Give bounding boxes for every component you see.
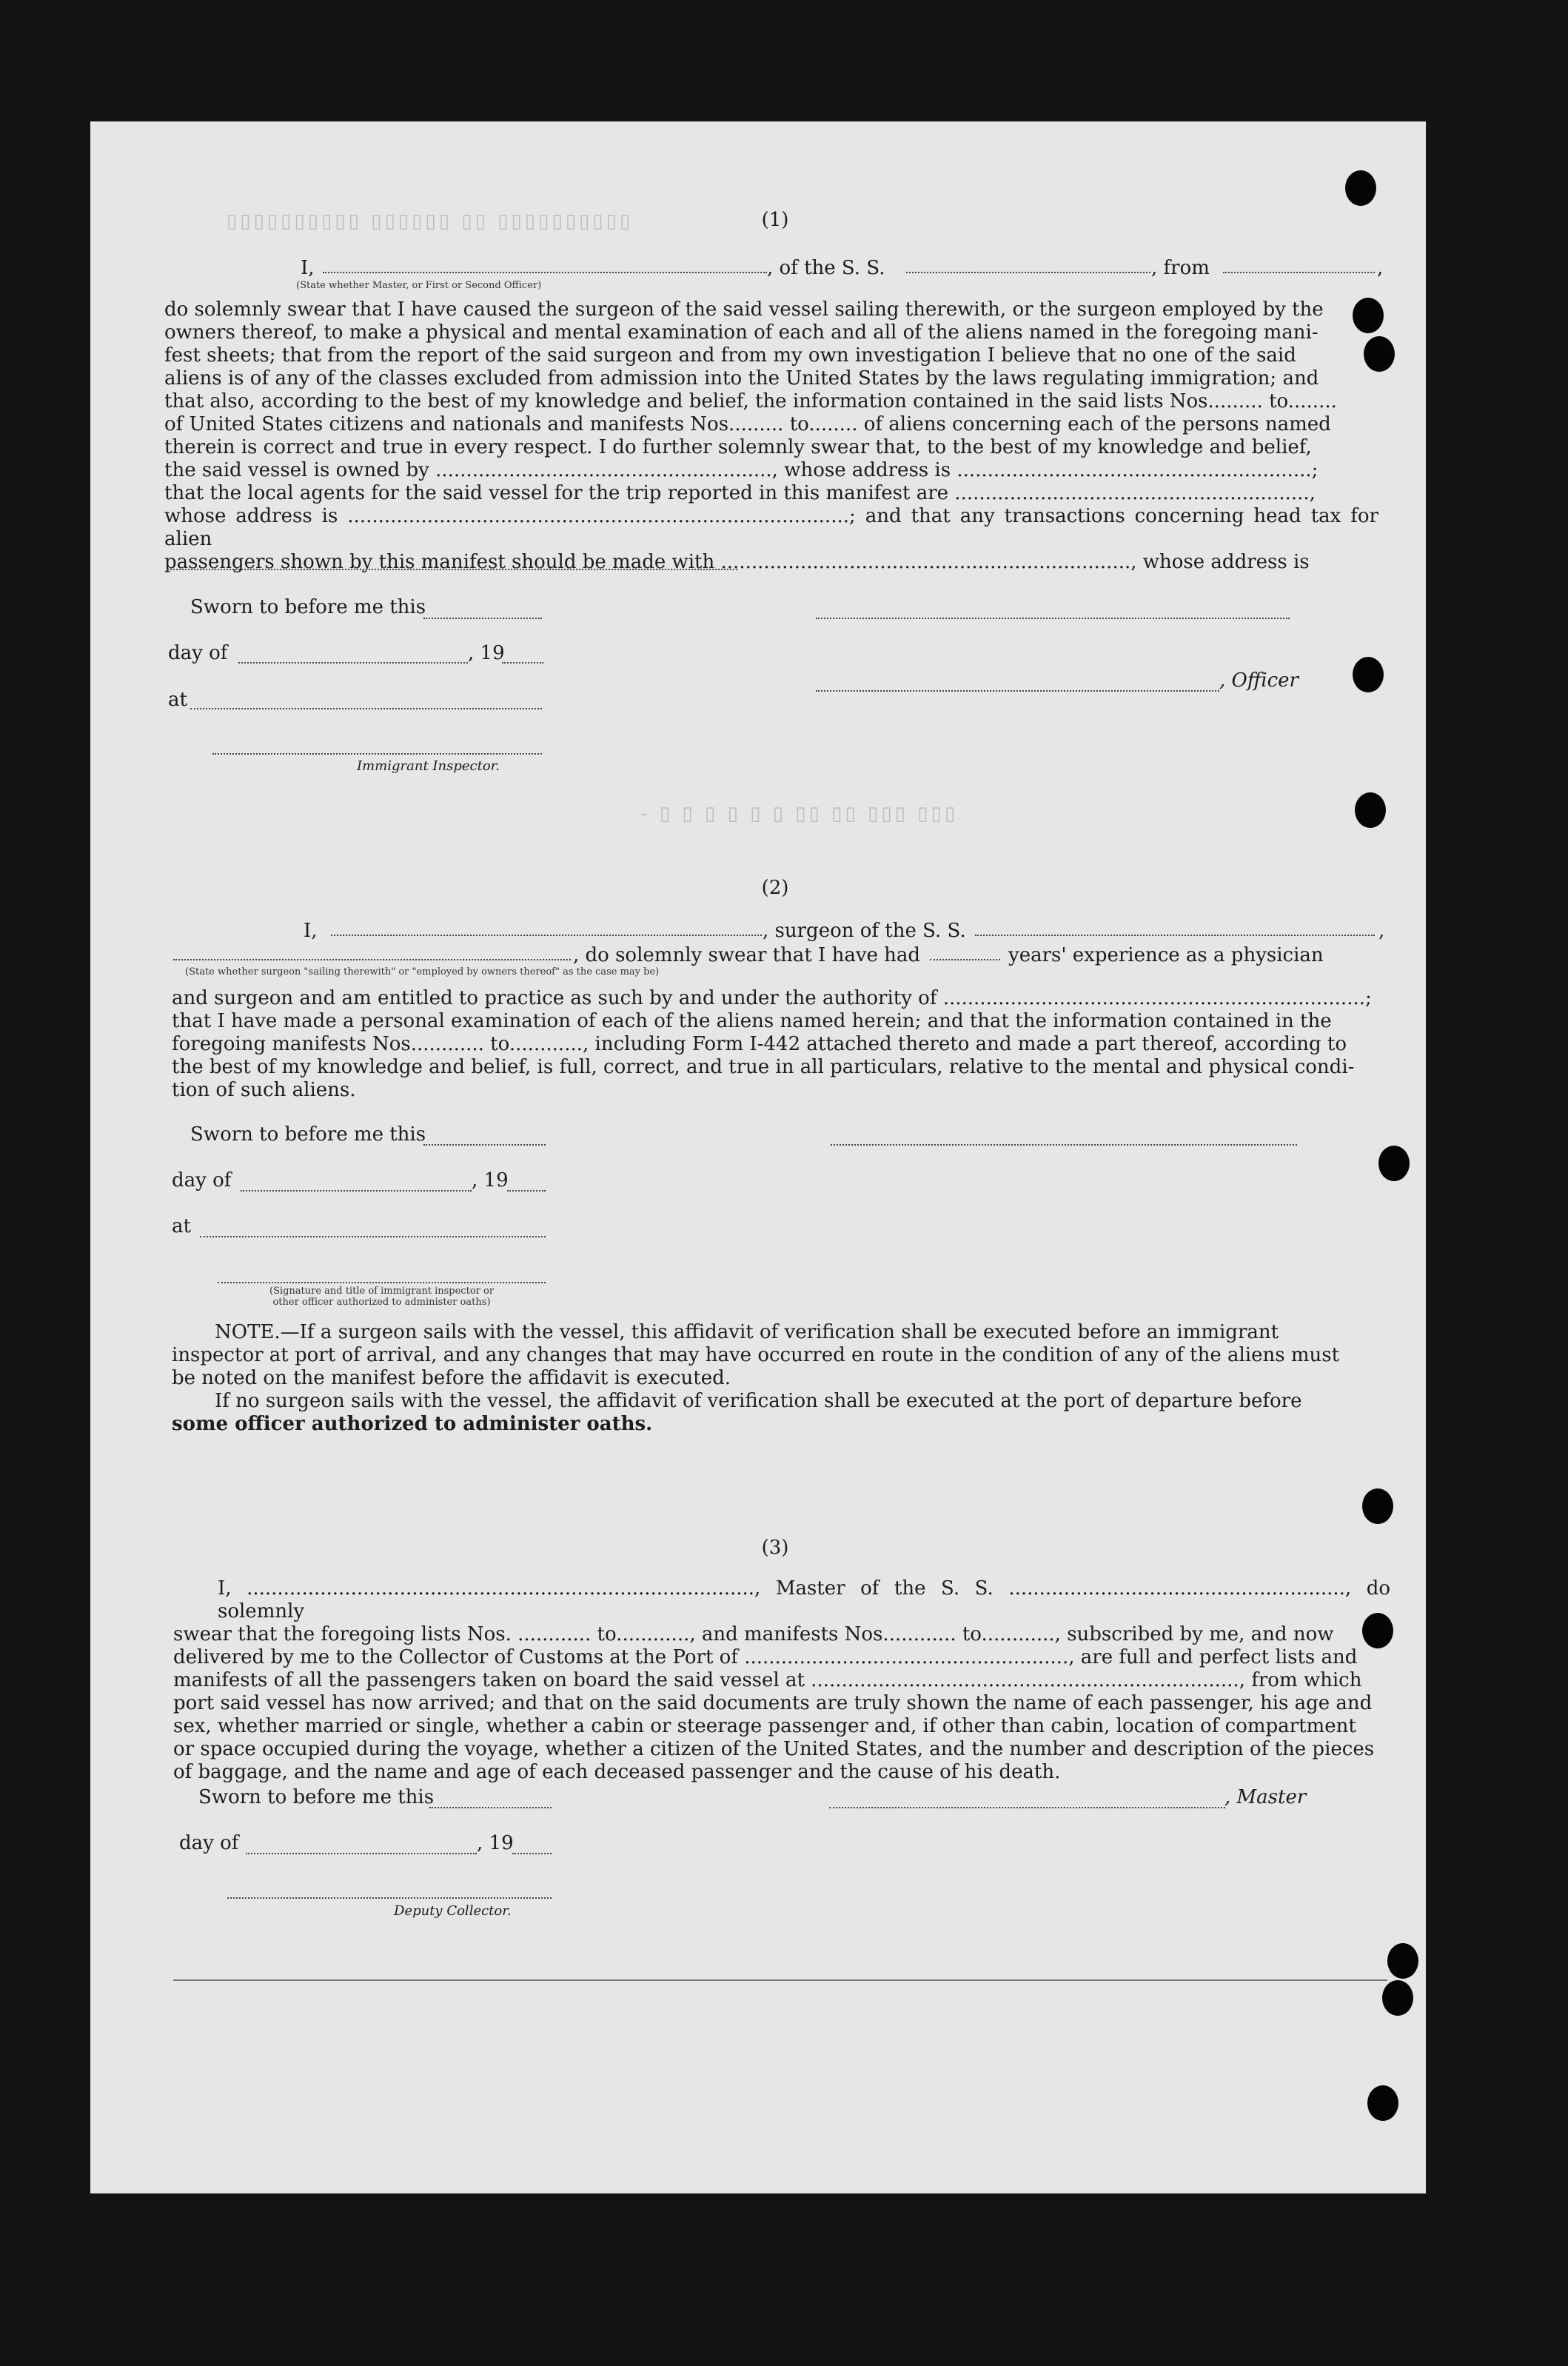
vessel-name-blank xyxy=(906,257,1150,273)
note-line: inspector at port of arrival, and any changes that may have occurred en route in the condition of any of the aliens must xyxy=(172,1344,1340,1366)
day-of-blank xyxy=(238,662,468,664)
note-line: —If a surgeon sails with the vessel, this affidavit of verification shall be executed before an immigrant xyxy=(280,1321,1279,1343)
at-blank xyxy=(190,708,542,709)
surgeon-vessel-blank xyxy=(975,920,1375,936)
at-blank xyxy=(200,1236,546,1237)
note-paragraph xyxy=(172,1321,1387,1436)
section-2-first-line xyxy=(164,920,1386,945)
surgeon-signature-blank xyxy=(831,1144,1297,1146)
body-line: delivered by me to the Collector of Customs at the Port of ....................................................., are full and perfect lists and xyxy=(173,1646,1358,1668)
line-end-comma: , xyxy=(1378,920,1385,942)
body-line: that I have made a personal examination of each of the aliens named herein; and that the information contained in the xyxy=(172,1010,1332,1032)
line-end-comma: , xyxy=(1377,257,1384,279)
year-blank xyxy=(512,1853,552,1854)
body-line: the best of my knowledge and belief, is full, correct, and true in all particulars, relative to the mental and physical condi- xyxy=(172,1056,1355,1078)
surgeon-name-blank xyxy=(331,920,762,936)
section-1-number: (1) xyxy=(761,209,789,231)
at-label: at xyxy=(172,1215,191,1237)
day-of-blank xyxy=(246,1853,477,1854)
body-line: of United States citizens and nationals and manifests Nos......... to........ of aliens concerning each of the persons named xyxy=(164,413,1331,435)
address-blank xyxy=(167,569,737,570)
inspector-signature-blank xyxy=(212,753,542,755)
signature-note-line: other officer authorized to administer oaths) xyxy=(272,1297,491,1308)
body-line: swear that the foregoing lists Nos. ............ to............, and manifests Nos............ to............, subscribed by me, and now xyxy=(173,1623,1334,1645)
day-of-label: day of xyxy=(172,1169,232,1192)
officer-signature-blank-1 xyxy=(816,618,1290,619)
years-experience-label: years' experience as a physician xyxy=(1008,944,1324,966)
sworn-date-blank xyxy=(429,1807,552,1808)
binder-hole xyxy=(1362,1488,1393,1524)
body-line: foregoing manifests Nos............ to............, including Form I-442 attached thereto and made a part thereof, according to xyxy=(172,1033,1347,1055)
note-line: be noted on the manifest before the affidavit is executed. xyxy=(172,1367,731,1389)
collector-caption: Deputy Collector. xyxy=(394,1903,512,1919)
body-line: the said vessel is owned by ......................................................., whose address is ..........................................................; xyxy=(164,459,1319,481)
bleed-through-text: ▯▯▯▯▯▯▯▯▯▯ ▯▯ ▯▯▯▯▯▯ ▯▯▯▯▯▯▯▯▯▯ xyxy=(224,210,631,233)
year-blank xyxy=(502,662,543,664)
binder-hole xyxy=(1345,170,1376,206)
year-blank xyxy=(507,1190,546,1192)
surgeon-status-blank xyxy=(173,944,571,960)
body-line: of baggage, and the name and age of each deceased passenger and the cause of his death. xyxy=(173,1761,1061,1783)
signature-note-line: (Signature and title of immigrant inspector or xyxy=(269,1286,495,1297)
from-port-blank xyxy=(1223,257,1375,273)
binder-hole xyxy=(1382,1980,1413,2016)
master-note: (State whether Master, or First or Second Officer) xyxy=(296,280,542,291)
body-line: fest sheets; that from the report of the said surgeon and from my own investigation I believe that no one of the said xyxy=(164,344,1296,367)
from-label: , from xyxy=(1151,257,1210,279)
binder-hole xyxy=(1364,336,1395,372)
body-line: manifests of all the passengers taken on board the said vessel at ......................................................................, from which xyxy=(173,1669,1362,1691)
section-1-body xyxy=(164,298,1378,574)
binder-hole xyxy=(1378,1146,1410,1181)
year-label: , 19 xyxy=(477,1832,514,1854)
section-2-second-line xyxy=(164,944,1386,969)
day-of-label: day of xyxy=(168,642,228,664)
section-1-first-line xyxy=(164,257,1386,282)
note-label: NOTE. xyxy=(215,1321,281,1343)
day-of-blank xyxy=(241,1190,472,1192)
officer-signature-blank-2 xyxy=(816,690,1219,692)
sworn-label: Sworn to before me this xyxy=(190,1123,426,1146)
pronoun-i: I, xyxy=(304,920,318,942)
section-2-number: (2) xyxy=(761,877,789,899)
section-3-number: (3) xyxy=(761,1537,789,1559)
year-label: , 19 xyxy=(472,1169,509,1192)
day-of-label: day of xyxy=(179,1832,239,1854)
section-3-body xyxy=(173,1577,1390,1784)
body-line: owners thereof, to make a physical and mental examination of each and all of the aliens named in the foregoing mani- xyxy=(164,321,1319,344)
body-line: that the local agents for the said vessel for the trip reported in this manifest are .........................................................., xyxy=(164,482,1316,504)
master-signature-blank xyxy=(829,1807,1225,1808)
sworn-label: Sworn to before me this xyxy=(190,596,426,618)
year-label: , 19 xyxy=(468,642,505,664)
officer-signature-blank xyxy=(218,1282,546,1283)
body-line: and surgeon and am entitled to practice as such by and under the authority of .....................................................................; xyxy=(172,987,1372,1009)
body-line: do solemnly swear that I have caused the surgeon of the said vessel sailing therewith, or the surgeon employed by the xyxy=(164,298,1324,321)
signature-note xyxy=(218,1286,546,1308)
do-solemnly-swear-label: , do solemnly swear that I have had xyxy=(573,944,921,966)
body-line: sex, whether married or single, whether a cabin or steerage passenger and, if other than cabin, location of compartment xyxy=(173,1715,1356,1737)
note-line: If no surgeon sails with the vessel, the affidavit of verification shall be executed at the port of departure before xyxy=(215,1390,1302,1412)
sworn-date-blank xyxy=(423,618,542,619)
body-line: or space occupied during the voyage, whether a citizen of the United States, and the number and description of the pieces xyxy=(173,1738,1375,1760)
body-line: therein is correct and true in every respect. I do further solemnly swear that, to the best of my knowledge and belief, xyxy=(164,436,1312,458)
collector-signature-blank xyxy=(227,1897,552,1899)
officer-label: , Officer xyxy=(1219,669,1299,692)
binder-hole xyxy=(1387,1943,1418,1979)
body-line: whose address is ..................................................................................; and that any transactions concerning head tax for alien xyxy=(164,505,1378,550)
body-line: port said vessel has now arrived; and that on the said documents are truly shown the name of each passenger, his age and xyxy=(173,1692,1373,1714)
body-line: tion of such aliens. xyxy=(172,1079,356,1101)
years-experience-blank xyxy=(930,944,1000,960)
bottom-rule xyxy=(173,1979,1387,1981)
surgeon-of-ss-label: , surgeon of the S. S. xyxy=(763,920,966,942)
binder-hole xyxy=(1367,2085,1398,2121)
manifest-affidavit-page xyxy=(90,121,1426,2193)
binder-hole xyxy=(1355,792,1386,828)
binder-hole xyxy=(1353,657,1384,692)
sworn-label: Sworn to before me this xyxy=(198,1786,435,1808)
note-first-line xyxy=(172,1321,1387,1344)
body-line: I, ..................................................................................., Master of the S. S. ......................................................., do solemnly xyxy=(218,1577,1390,1623)
of-the-ss-label: , of the S. S. xyxy=(767,257,885,279)
surgeon-note: (State whether surgeon "sailing therewith" or "employed by owners thereof" as the case may be) xyxy=(185,966,660,978)
body-line: aliens is of any of the classes excluded from admission into the United States by the laws regulating immigration; and xyxy=(164,367,1319,390)
note-line: some officer authorized to administer oaths. xyxy=(172,1413,653,1435)
body-line: that also, according to the best of my knowledge and belief, the information contained in the said lists Nos......... to........ xyxy=(164,390,1337,412)
binder-hole xyxy=(1353,298,1384,333)
section-2-body xyxy=(172,987,1386,1102)
pronoun-i: I, xyxy=(301,257,315,279)
body-line: passengers shown by this manifest should be made with ..................................................................., whose address is xyxy=(164,551,1310,573)
at-label: at xyxy=(168,689,187,711)
master-name-blank xyxy=(323,257,767,273)
binder-hole xyxy=(1362,1613,1393,1648)
sworn-date-blank xyxy=(423,1144,546,1146)
master-label: , Master xyxy=(1224,1786,1307,1808)
inspector-caption: Immigrant Inspector. xyxy=(357,758,500,774)
bleed-through-text: ▯▯▯ ▯▯▯ ▯▯ ▯▯ ▯ ▯ ▯ ▯ ▯ ▯ - xyxy=(638,803,956,825)
